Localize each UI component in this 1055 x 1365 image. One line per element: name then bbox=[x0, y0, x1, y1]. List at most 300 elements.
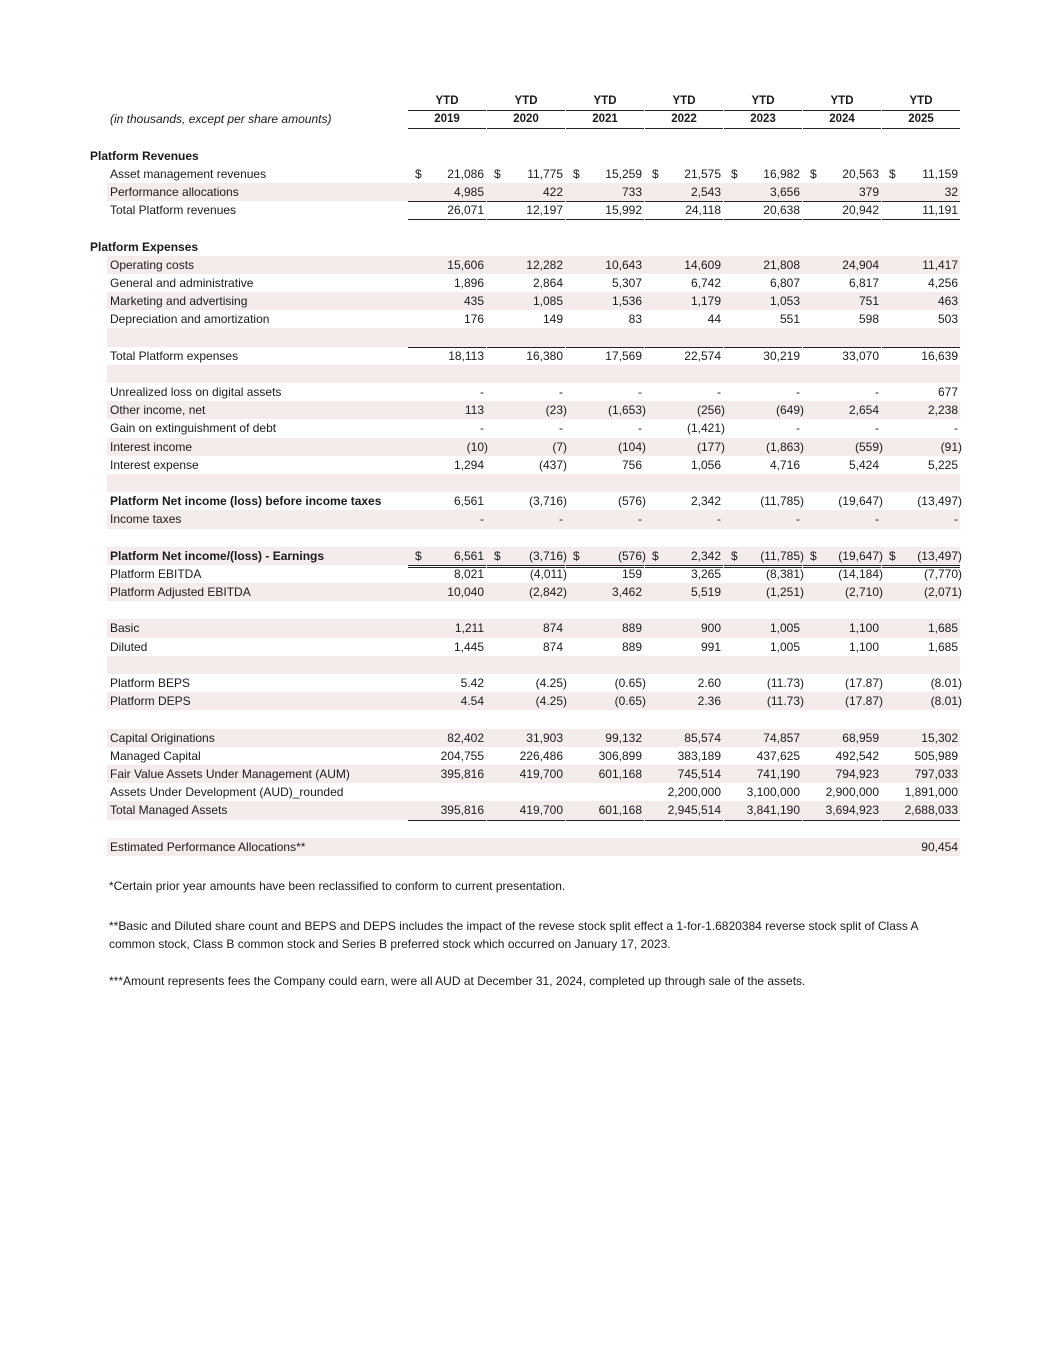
cell-value: (2,842) bbox=[528, 585, 567, 600]
table-cell bbox=[724, 601, 802, 619]
cell-value: 113 bbox=[464, 403, 484, 418]
table-cell bbox=[566, 292, 644, 310]
table-row bbox=[88, 456, 960, 474]
table-cell bbox=[645, 510, 723, 528]
table-cell bbox=[487, 401, 565, 419]
table-cell bbox=[724, 820, 802, 838]
table-cell bbox=[645, 747, 723, 765]
table-cell bbox=[566, 747, 644, 765]
table-cell bbox=[408, 801, 486, 820]
table-cell bbox=[408, 147, 486, 165]
cell-value: 82,402 bbox=[447, 730, 484, 745]
cell-value: 85,574 bbox=[684, 730, 721, 745]
cell-value: 3,100,000 bbox=[746, 785, 800, 800]
cell-value: 33,070 bbox=[842, 348, 879, 363]
table-cell bbox=[408, 619, 486, 637]
table-cell bbox=[724, 656, 802, 674]
table-cell bbox=[566, 692, 644, 710]
cell-value: - bbox=[796, 385, 800, 399]
cell-value: 2,342 bbox=[690, 494, 721, 509]
header-year-2023: 2023 bbox=[750, 113, 776, 126]
cell-value: 22,574 bbox=[684, 348, 721, 363]
cell-value: (19,647) bbox=[838, 548, 883, 563]
cell-value: 16,380 bbox=[526, 348, 563, 363]
table-cell bbox=[724, 765, 802, 783]
table-cell bbox=[803, 147, 881, 165]
cell-value: 4.54 bbox=[460, 694, 484, 709]
table-cell bbox=[645, 710, 723, 728]
table-cell bbox=[645, 838, 723, 856]
table-row bbox=[88, 783, 960, 801]
table-cell bbox=[408, 219, 486, 237]
table-cell bbox=[882, 801, 960, 820]
cell-value: 30,219 bbox=[763, 348, 800, 363]
table-cell bbox=[645, 492, 723, 510]
cell-value: (8,381) bbox=[765, 566, 804, 581]
cell-value: 5,424 bbox=[848, 457, 879, 472]
row-label: Managed Capital bbox=[110, 748, 201, 763]
table-cell bbox=[487, 492, 565, 510]
table-cell bbox=[487, 565, 565, 583]
table-cell bbox=[487, 747, 565, 765]
currency-symbol: $ bbox=[494, 548, 501, 563]
cell-value: - bbox=[638, 421, 642, 436]
table-row bbox=[88, 638, 960, 656]
spacer-row bbox=[88, 529, 960, 547]
spacer-row bbox=[88, 365, 960, 383]
table-cell bbox=[487, 419, 565, 437]
cell-value: (13,497) bbox=[917, 548, 962, 563]
table-cell bbox=[408, 456, 486, 474]
table-cell bbox=[882, 219, 960, 237]
table-cell bbox=[487, 365, 565, 383]
cell-value: (8.01) bbox=[930, 676, 962, 690]
table-cell bbox=[487, 147, 565, 165]
table-cell bbox=[645, 565, 723, 583]
cell-value: (10) bbox=[466, 439, 488, 454]
cell-value: (11.73) bbox=[766, 694, 804, 709]
table-cell bbox=[803, 765, 881, 783]
table-cell bbox=[724, 783, 802, 802]
table-cell bbox=[882, 365, 960, 383]
currency-symbol: $ bbox=[731, 548, 738, 563]
table-cell bbox=[724, 710, 802, 728]
footnote-3: ***Amount represents fees the Company could earn, were all AUD at December 31, 2024, completed up through sale of the assets. bbox=[109, 974, 806, 988]
table-cell bbox=[882, 510, 960, 528]
cell-value: - bbox=[954, 512, 958, 527]
currency-symbol: $ bbox=[810, 548, 817, 563]
table-cell bbox=[408, 347, 486, 365]
cell-value: 83 bbox=[628, 312, 642, 327]
table-cell bbox=[645, 529, 723, 548]
table-cell bbox=[724, 674, 802, 692]
table-cell bbox=[566, 347, 644, 365]
cell-value: 90,454 bbox=[921, 839, 958, 854]
table-cell bbox=[882, 201, 960, 220]
table-cell bbox=[882, 765, 960, 783]
cell-value: (23) bbox=[545, 403, 567, 418]
row-label: Platform Net income (loss) before income taxes bbox=[110, 494, 382, 509]
table-cell bbox=[408, 729, 486, 747]
cell-value: - bbox=[954, 421, 958, 436]
table-cell bbox=[645, 801, 723, 820]
table-cell bbox=[408, 310, 486, 328]
table-cell bbox=[882, 147, 960, 165]
cell-value: 419,700 bbox=[519, 803, 563, 818]
table-cell bbox=[882, 674, 960, 692]
table-cell bbox=[724, 365, 802, 383]
cell-value: 31,903 bbox=[526, 730, 563, 745]
table-cell bbox=[408, 674, 486, 692]
spacer-row bbox=[88, 656, 960, 674]
table-cell bbox=[566, 710, 644, 728]
cell-value: 6,561 bbox=[453, 494, 484, 509]
table-cell bbox=[645, 656, 723, 674]
table-row bbox=[88, 583, 960, 601]
table-cell bbox=[803, 583, 881, 601]
spacer-row bbox=[88, 820, 960, 838]
table-cell bbox=[487, 801, 565, 820]
cell-value: (576) bbox=[617, 494, 646, 509]
table-cell bbox=[645, 183, 723, 202]
table-cell bbox=[408, 583, 486, 601]
table-cell bbox=[487, 692, 565, 710]
table-cell bbox=[487, 438, 565, 456]
cell-value: 383,189 bbox=[677, 748, 721, 763]
table-cell bbox=[882, 383, 960, 401]
cell-value: (11,785) bbox=[760, 548, 804, 563]
cell-value: 6,817 bbox=[848, 275, 879, 290]
table-row bbox=[88, 401, 960, 419]
table-cell bbox=[724, 456, 802, 474]
cell-value: 756 bbox=[621, 457, 642, 472]
table-row bbox=[88, 838, 960, 856]
table-cell bbox=[566, 201, 644, 220]
cell-value: 889 bbox=[621, 639, 642, 654]
cell-value: 1,896 bbox=[453, 275, 484, 290]
row-label: Fair Value Assets Under Management (AUM) bbox=[110, 766, 350, 781]
table-body bbox=[88, 147, 960, 856]
row-label: Performance allocations bbox=[110, 184, 239, 199]
cell-value: 745,514 bbox=[677, 766, 721, 781]
cell-value: 3,841,190 bbox=[746, 803, 800, 818]
table-cell bbox=[408, 438, 486, 456]
cell-value: 306,899 bbox=[598, 748, 642, 763]
table-cell bbox=[645, 765, 723, 783]
table-cell bbox=[645, 219, 723, 237]
table-cell bbox=[803, 219, 881, 237]
table-row bbox=[88, 547, 960, 565]
table-row bbox=[88, 492, 960, 510]
table-cell bbox=[566, 492, 644, 510]
cell-value: (1,653) bbox=[607, 403, 646, 418]
table-cell bbox=[408, 492, 486, 510]
cell-value: 2,864 bbox=[532, 275, 563, 290]
cell-value: (0.65) bbox=[614, 676, 646, 690]
cell-value: 6,561 bbox=[453, 548, 484, 563]
table-cell bbox=[724, 328, 802, 347]
table-cell bbox=[882, 183, 960, 202]
cell-value: 1,536 bbox=[611, 294, 642, 309]
cell-value: 21,808 bbox=[763, 257, 800, 272]
cell-value: 1,211 bbox=[454, 621, 484, 636]
table-cell bbox=[803, 619, 881, 637]
table-cell bbox=[882, 347, 960, 365]
table-cell bbox=[408, 510, 486, 528]
cell-value: 677 bbox=[937, 385, 958, 399]
cell-value: 395,816 bbox=[440, 766, 484, 781]
cell-value: 2,688,033 bbox=[904, 803, 958, 818]
table-cell bbox=[882, 619, 960, 637]
cell-value: 2,238 bbox=[927, 403, 958, 418]
table-cell bbox=[408, 710, 486, 728]
table-row bbox=[88, 419, 960, 437]
table-cell bbox=[408, 820, 486, 838]
table-cell bbox=[803, 674, 881, 692]
cell-value: 32 bbox=[944, 184, 958, 199]
table-cell bbox=[408, 601, 486, 619]
table-cell bbox=[803, 529, 881, 548]
table-cell bbox=[882, 783, 960, 802]
table-row bbox=[88, 183, 960, 201]
cell-value: 24,904 bbox=[842, 257, 879, 272]
table-cell bbox=[408, 274, 486, 292]
table-cell bbox=[408, 165, 486, 183]
table-cell bbox=[408, 638, 486, 656]
cell-value: 379 bbox=[858, 184, 879, 199]
table-row bbox=[88, 765, 960, 783]
currency-symbol: $ bbox=[415, 166, 422, 181]
table-cell bbox=[566, 183, 644, 202]
cell-value: 26,071 bbox=[447, 203, 484, 218]
cell-value: 1,056 bbox=[690, 457, 721, 472]
table-cell bbox=[724, 274, 802, 292]
table-cell bbox=[724, 565, 802, 583]
cell-value: - bbox=[559, 385, 563, 399]
table-cell bbox=[882, 729, 960, 747]
table-cell bbox=[882, 438, 960, 456]
table-cell bbox=[724, 256, 802, 274]
cell-value: 797,033 bbox=[914, 766, 958, 781]
cell-value: (2,071) bbox=[923, 585, 962, 600]
section-heading-row bbox=[88, 238, 960, 256]
table-cell bbox=[882, 256, 960, 274]
cell-value: 16,639 bbox=[921, 348, 958, 363]
table-cell bbox=[566, 510, 644, 528]
table-cell bbox=[724, 438, 802, 456]
table-cell bbox=[487, 619, 565, 637]
table-cell bbox=[408, 365, 486, 383]
cell-value: 2.36 bbox=[697, 694, 721, 709]
table-row bbox=[88, 383, 960, 401]
table-cell bbox=[487, 638, 565, 656]
table-cell bbox=[724, 619, 802, 637]
footnote-2: **Basic and Diluted share count and BEPS and DEPS includes the impact of the revese stock split effect a 1-for-1.6820384 reverse stock split of Class A common stock, Class B common stock and Series B preferred stock which occurred on January 17, 2023. bbox=[109, 919, 918, 951]
table-cell bbox=[803, 383, 881, 401]
cell-value: (11.73) bbox=[766, 676, 804, 690]
cell-value: (7,770) bbox=[923, 566, 962, 581]
cell-value: 8,021 bbox=[453, 566, 484, 581]
header-ytd-2020: YTD bbox=[514, 95, 538, 107]
table-cell bbox=[724, 529, 802, 548]
cell-value: 18,113 bbox=[448, 348, 484, 363]
cell-value: 1,445 bbox=[453, 639, 484, 654]
cell-value: (4.25) bbox=[535, 676, 567, 690]
cell-value: (13,497) bbox=[917, 494, 962, 509]
cell-value: (177) bbox=[696, 439, 725, 454]
cell-value: 1,100 bbox=[848, 639, 879, 654]
cell-value: 5,307 bbox=[611, 275, 642, 290]
header-ytd-2021: YTD bbox=[593, 95, 617, 107]
currency-symbol: $ bbox=[573, 548, 580, 563]
table-cell bbox=[724, 638, 802, 656]
cell-value: (91) bbox=[940, 439, 962, 454]
table-cell bbox=[803, 201, 881, 220]
cell-value: 741,190 bbox=[756, 766, 800, 781]
currency-symbol: $ bbox=[494, 166, 501, 181]
cell-value: (559) bbox=[854, 439, 883, 454]
table-row bbox=[88, 438, 960, 456]
table-row bbox=[88, 729, 960, 747]
cell-value: (3,716) bbox=[528, 494, 567, 509]
cell-value: 17,569 bbox=[605, 348, 642, 363]
row-label: Diluted bbox=[110, 639, 148, 654]
cell-value: 601,168 bbox=[598, 766, 642, 781]
cell-value: 503 bbox=[937, 312, 958, 327]
table-cell bbox=[408, 419, 486, 437]
row-label: Platform Net income/(loss) - Earnings bbox=[110, 548, 325, 563]
cell-value: (576) bbox=[617, 548, 646, 563]
table-cell bbox=[645, 165, 723, 183]
row-label: Gain on extinguishment of debt bbox=[110, 421, 277, 436]
row-label: Depreciation and amortization bbox=[110, 312, 270, 327]
table-cell bbox=[566, 601, 644, 619]
table-cell bbox=[487, 383, 565, 401]
cell-value: 15,302 bbox=[921, 730, 958, 745]
table-cell bbox=[408, 256, 486, 274]
table-cell bbox=[645, 692, 723, 710]
cell-value: - bbox=[480, 421, 484, 436]
table-cell bbox=[408, 656, 486, 674]
table-cell bbox=[487, 347, 565, 365]
table-cell bbox=[803, 692, 881, 710]
cell-value: 889 bbox=[621, 621, 642, 636]
cell-value: 492,542 bbox=[835, 748, 879, 763]
table-row bbox=[88, 510, 960, 528]
cell-value: - bbox=[796, 421, 800, 436]
cell-value: - bbox=[717, 385, 721, 399]
table-cell bbox=[487, 238, 565, 256]
table-cell bbox=[487, 729, 565, 747]
table-cell bbox=[882, 328, 960, 347]
header-ytd-2025: YTD bbox=[909, 95, 933, 107]
table-cell bbox=[803, 838, 881, 856]
cell-value: 12,282 bbox=[526, 257, 563, 272]
table-cell bbox=[566, 274, 644, 292]
cell-value: 204,755 bbox=[440, 748, 484, 763]
cell-value: 68,959 bbox=[842, 730, 879, 745]
table-row bbox=[88, 801, 960, 819]
cell-value: - bbox=[559, 512, 563, 527]
cell-value: (0.65) bbox=[614, 694, 646, 709]
cell-value: 601,168 bbox=[598, 803, 642, 818]
table-cell bbox=[566, 219, 644, 237]
cell-value: 3,265 bbox=[690, 566, 721, 581]
cell-value: 6,742 bbox=[690, 275, 721, 290]
table-cell bbox=[803, 165, 881, 183]
cell-value: 874 bbox=[542, 639, 563, 654]
header-year-2019: 2019 bbox=[434, 113, 460, 126]
table-cell bbox=[803, 710, 881, 728]
header-ytd-2024: YTD bbox=[830, 95, 854, 107]
cell-value: 395,816 bbox=[440, 803, 484, 818]
table-row bbox=[88, 692, 960, 710]
table-cell bbox=[566, 801, 644, 820]
table-cell bbox=[487, 456, 565, 474]
table-cell bbox=[803, 238, 881, 256]
cell-value: 11,417 bbox=[922, 257, 958, 272]
table-cell bbox=[645, 583, 723, 601]
cell-value: - bbox=[875, 385, 879, 399]
table-cell bbox=[645, 456, 723, 474]
cell-value: 874 bbox=[542, 621, 563, 636]
cell-value: 2,200,000 bbox=[667, 785, 721, 800]
currency-symbol: $ bbox=[889, 548, 896, 563]
cell-value: 12,197 bbox=[526, 203, 563, 218]
header-year-2021: 2021 bbox=[592, 113, 618, 126]
cell-value: (649) bbox=[775, 403, 804, 418]
table-cell bbox=[487, 838, 565, 856]
row-label: Total Managed Assets bbox=[110, 803, 228, 818]
cell-value: 15,992 bbox=[605, 203, 642, 218]
table-cell bbox=[487, 474, 565, 492]
row-label: Unrealized loss on digital assets bbox=[110, 385, 282, 399]
table-cell bbox=[487, 310, 565, 328]
cell-value: (17.87) bbox=[844, 676, 883, 690]
cell-value: 5.42 bbox=[460, 676, 484, 690]
header-ytd-2019: YTD bbox=[435, 95, 459, 107]
cell-value: (11,785) bbox=[760, 494, 804, 509]
row-label: Platform BEPS bbox=[110, 676, 191, 690]
table-cell bbox=[566, 310, 644, 328]
table-subtitle: (in thousands, except per share amounts) bbox=[110, 112, 332, 127]
cell-value: 3,462 bbox=[611, 585, 642, 600]
cell-value: 900 bbox=[700, 621, 721, 636]
table-cell bbox=[803, 292, 881, 310]
table-cell bbox=[566, 401, 644, 419]
table-cell bbox=[645, 365, 723, 383]
table-cell bbox=[882, 165, 960, 183]
table-cell bbox=[803, 747, 881, 765]
table-cell bbox=[803, 474, 881, 492]
cell-value: 733 bbox=[621, 184, 642, 199]
table-cell bbox=[882, 601, 960, 619]
table-cell bbox=[882, 838, 960, 856]
cell-value: 16,982 bbox=[763, 166, 800, 181]
table-cell bbox=[645, 619, 723, 637]
table-cell bbox=[408, 383, 486, 401]
table-row bbox=[88, 256, 960, 274]
cell-value: 551 bbox=[779, 312, 800, 327]
table-cell bbox=[487, 328, 565, 347]
cell-value: (104) bbox=[617, 439, 646, 454]
table-cell bbox=[487, 274, 565, 292]
table-row bbox=[88, 747, 960, 765]
table-cell bbox=[645, 256, 723, 274]
financial-summary-table bbox=[88, 92, 960, 856]
table-cell bbox=[803, 310, 881, 328]
table-cell bbox=[803, 274, 881, 292]
